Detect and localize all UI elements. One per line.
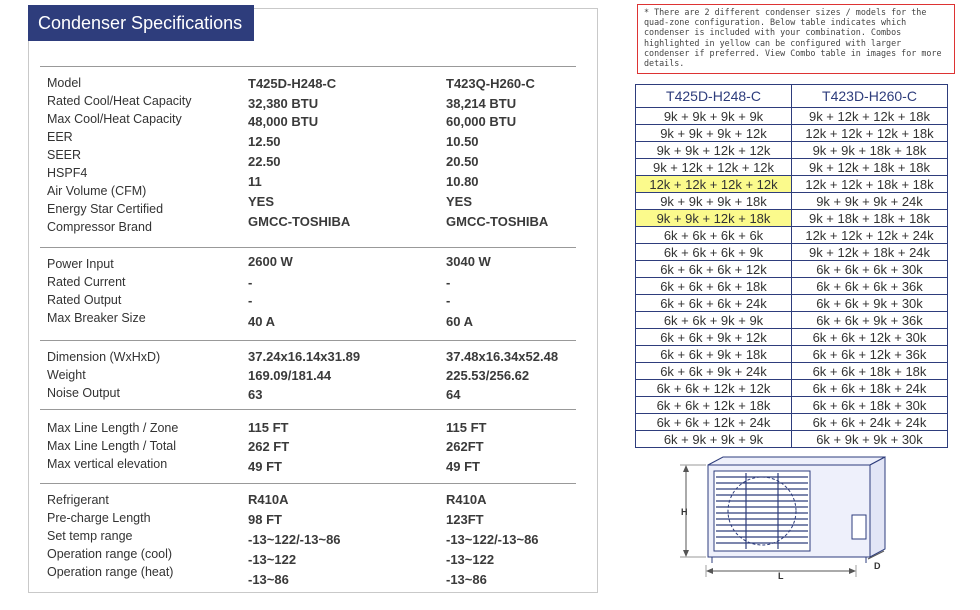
spec-value-t425d: - <box>248 275 253 290</box>
spec-label: Power Input <box>47 257 114 271</box>
spec-value-t425d: 12.50 <box>248 134 281 149</box>
spec-value-t423: - <box>446 293 451 308</box>
combo-row <box>636 312 948 329</box>
condenser-dimension-diagram <box>670 455 910 585</box>
spec-value-t423: -13~86 <box>446 572 487 587</box>
combo-cell: 9k + 9k + 9k + 12k <box>636 125 792 142</box>
combo-cell: 6k + 6k + 9k + 9k <box>636 312 792 329</box>
unit-top <box>708 457 885 465</box>
combo-row <box>636 210 948 227</box>
spec-value-t423: -13~122/-13~86 <box>446 532 539 547</box>
combo-cell: 6k + 6k + 6k + 36k <box>792 278 948 295</box>
spec-value-t425d: 11 <box>248 174 262 189</box>
spec-label: Operation range (heat) <box>47 565 174 579</box>
depth-label: D <box>874 561 881 571</box>
combo-cell: 6k + 6k + 6k + 18k <box>636 278 792 295</box>
spec-value-t423: GMCC-TOSHIBA <box>446 214 549 229</box>
spec-value-t423: 49 FT <box>446 459 480 474</box>
page-title: Condenser Specifications <box>28 5 254 41</box>
combo-cell: 12k + 12k + 18k + 18k <box>792 176 948 193</box>
spec-value-t425d: 98 FT <box>248 512 282 527</box>
combo-note: * There are 2 different condenser sizes / models for the quad-zone configuration. Below table indicates which condenser is included with your combination. Combos highlighted in yellow can be configured with larger condenser if preferred. View Combo table in images for more details. <box>637 4 955 74</box>
spec-value-t425d: -13~86 <box>248 572 289 587</box>
spec-value-t423: 3040 W <box>446 254 491 269</box>
combo-cell: 9k + 9k + 9k + 18k <box>636 193 792 210</box>
combo-row <box>636 431 948 448</box>
combo-row <box>636 261 948 278</box>
combo-cell: 9k + 18k + 18k + 18k <box>792 210 948 227</box>
spec-value-t425d: 32,380 BTU <box>248 96 319 111</box>
combo-cell: 6k + 6k + 6k + 12k <box>636 261 792 278</box>
spec-label: Dimension (WxHxD) <box>47 350 161 364</box>
spec-value-t425d: 262 FT <box>248 439 290 454</box>
combo-row <box>636 108 948 125</box>
combo-cell: 6k + 9k + 9k + 30k <box>792 431 948 448</box>
spec-value-t423: 64 <box>446 387 461 402</box>
spec-value-t423: 123FT <box>446 512 484 527</box>
combo-cell: 9k + 9k + 12k + 18k <box>636 210 792 227</box>
spec-label: Max Line Length / Zone <box>47 421 179 435</box>
spec-value-t425d: -13~122 <box>248 552 297 567</box>
section-divider <box>40 483 576 484</box>
spec-value-t423: 262FT <box>446 439 484 454</box>
spec-label: Operation range (cool) <box>47 547 173 561</box>
spec-value-t425d: R410A <box>248 492 289 507</box>
spec-label: Pre-charge Length <box>47 511 151 525</box>
spec-label: Max Breaker Size <box>47 311 146 325</box>
spec-value-t425d: 49 FT <box>248 459 282 474</box>
spec-label: Refrigerant <box>47 493 109 507</box>
spec-value-t423: 10.50 <box>446 134 479 149</box>
spec-value-t425d: 169.09/181.44 <box>248 368 332 383</box>
combo-row <box>636 125 948 142</box>
combo-cell: 9k + 12k + 12k + 12k <box>636 159 792 176</box>
combo-cell: 9k + 9k + 18k + 18k <box>792 142 948 159</box>
combo-cell: 6k + 9k + 9k + 9k <box>636 431 792 448</box>
spec-label: HSPF4 <box>47 166 88 180</box>
combo-row <box>636 159 948 176</box>
spec-value-t425d: 37.24x16.14x31.89 <box>248 349 361 364</box>
combo-cell: 6k + 6k + 9k + 18k <box>636 346 792 363</box>
spec-label: SEER <box>47 148 82 162</box>
spec-label: Max Cool/Heat Capacity <box>47 112 182 126</box>
combo-cell: 6k + 6k + 18k + 30k <box>792 397 948 414</box>
combo-cell: 12k + 12k + 12k + 18k <box>792 125 948 142</box>
combo-cell: 6k + 6k + 9k + 36k <box>792 312 948 329</box>
combo-header-col2: T423D-H260-C <box>792 85 948 108</box>
combo-row <box>636 380 948 397</box>
combo-cell: 6k + 6k + 12k + 24k <box>636 414 792 431</box>
spec-value-t423: 37.48x16.34x52.48 <box>446 349 559 364</box>
spec-label: Set temp range <box>47 529 133 543</box>
spec-value-t423: -13~122 <box>446 552 495 567</box>
combo-cell: 6k + 6k + 12k + 30k <box>792 329 948 346</box>
combo-cell: 6k + 6k + 18k + 18k <box>792 363 948 380</box>
spec-label: Energy Star Certified <box>47 202 164 216</box>
combo-row <box>636 397 948 414</box>
spec-label: Weight <box>47 368 86 382</box>
section-divider <box>40 409 576 410</box>
section-divider <box>40 340 576 341</box>
spec-value-t425d: 22.50 <box>248 154 281 169</box>
combo-cell: 9k + 12k + 18k + 24k <box>792 244 948 261</box>
spec-value-t425d: 48,000 BTU <box>248 114 319 129</box>
combo-row <box>636 244 948 261</box>
combo-row <box>636 363 948 380</box>
spec-value-t425d: - <box>248 293 253 308</box>
spec-value-t423: 115 FT <box>446 420 487 435</box>
spec-label: Compressor Brand <box>47 220 152 234</box>
combo-cell: 9k + 12k + 18k + 18k <box>792 159 948 176</box>
spec-value-t425d: 40 A <box>248 314 275 329</box>
spec-value-t423: 60 A <box>446 314 473 329</box>
combo-row <box>636 346 948 363</box>
combo-cell: 6k + 6k + 18k + 24k <box>792 380 948 397</box>
unit-side <box>870 457 885 557</box>
combo-cell: 9k + 9k + 12k + 12k <box>636 142 792 159</box>
combo-cell: 9k + 9k + 9k + 9k <box>636 108 792 125</box>
spec-value-t425d: -13~122/-13~86 <box>248 532 341 547</box>
spec-label: Rated Current <box>47 275 126 289</box>
combo-cell: 9k + 9k + 9k + 24k <box>792 193 948 210</box>
spec-label: Rated Cool/Heat Capacity <box>47 94 192 108</box>
spec-value-t425d: 115 FT <box>248 420 289 435</box>
spec-label: EER <box>47 130 73 144</box>
spec-value-t423: YES <box>446 194 473 209</box>
spec-value-t423: 60,000 BTU <box>446 114 517 129</box>
spec-value-t425d: GMCC-TOSHIBA <box>248 214 351 229</box>
spec-label: Max vertical elevation <box>47 457 168 471</box>
spec-value-t423: R410A <box>446 492 487 507</box>
combo-cell: 6k + 6k + 6k + 9k <box>636 244 792 261</box>
spec-value-t423: - <box>446 275 451 290</box>
spec-value-t425d: T425D-H248-C <box>248 76 337 91</box>
spec-label: Rated Output <box>47 293 122 307</box>
combo-row <box>636 227 948 244</box>
combo-cell: 6k + 6k + 9k + 24k <box>636 363 792 380</box>
combo-cell: 12k + 12k + 12k + 24k <box>792 227 948 244</box>
combo-table <box>635 84 948 448</box>
combo-row <box>636 278 948 295</box>
section-divider <box>40 66 576 67</box>
spec-value-t423: 225.53/256.62 <box>446 368 530 383</box>
combo-cell: 6k + 6k + 6k + 30k <box>792 261 948 278</box>
combo-row <box>636 329 948 346</box>
combo-cell: 6k + 6k + 9k + 12k <box>636 329 792 346</box>
combo-row <box>636 142 948 159</box>
combo-cell: 6k + 6k + 12k + 36k <box>792 346 948 363</box>
combo-row <box>636 414 948 431</box>
spec-value-t423: T423Q-H260-C <box>446 76 535 91</box>
combo-cell: 6k + 6k + 6k + 6k <box>636 227 792 244</box>
spec-label: Max Line Length / Total <box>47 439 177 453</box>
combo-row <box>636 295 948 312</box>
height-label: H <box>681 507 688 517</box>
combo-row <box>636 193 948 210</box>
length-label: L <box>778 571 784 581</box>
spec-value-t425d: 2600 W <box>248 254 293 269</box>
valve-cover <box>852 515 866 539</box>
spec-value-t423: 10.80 <box>446 174 479 189</box>
spec-value-t423: 38,214 BTU <box>446 96 517 111</box>
combo-cell: 6k + 6k + 24k + 24k <box>792 414 948 431</box>
spec-label: Air Volume (CFM) <box>47 184 147 198</box>
combo-cell: 12k + 12k + 12k + 12k <box>636 176 792 193</box>
combo-row <box>636 176 948 193</box>
section-divider <box>40 247 576 248</box>
combo-cell: 9k + 12k + 12k + 18k <box>792 108 948 125</box>
spec-value-t425d: YES <box>248 194 275 209</box>
combo-cell: 6k + 6k + 12k + 18k <box>636 397 792 414</box>
combo-cell: 6k + 6k + 9k + 30k <box>792 295 948 312</box>
combo-cell: 6k + 6k + 12k + 12k <box>636 380 792 397</box>
combo-header-col1: T425D-H248-C <box>636 85 792 108</box>
spec-label: Model <box>47 76 82 90</box>
spec-label: Noise Output <box>47 386 120 400</box>
spec-value-t425d: 63 <box>248 387 263 402</box>
spec-value-t423: 20.50 <box>446 154 479 169</box>
combo-cell: 6k + 6k + 6k + 24k <box>636 295 792 312</box>
